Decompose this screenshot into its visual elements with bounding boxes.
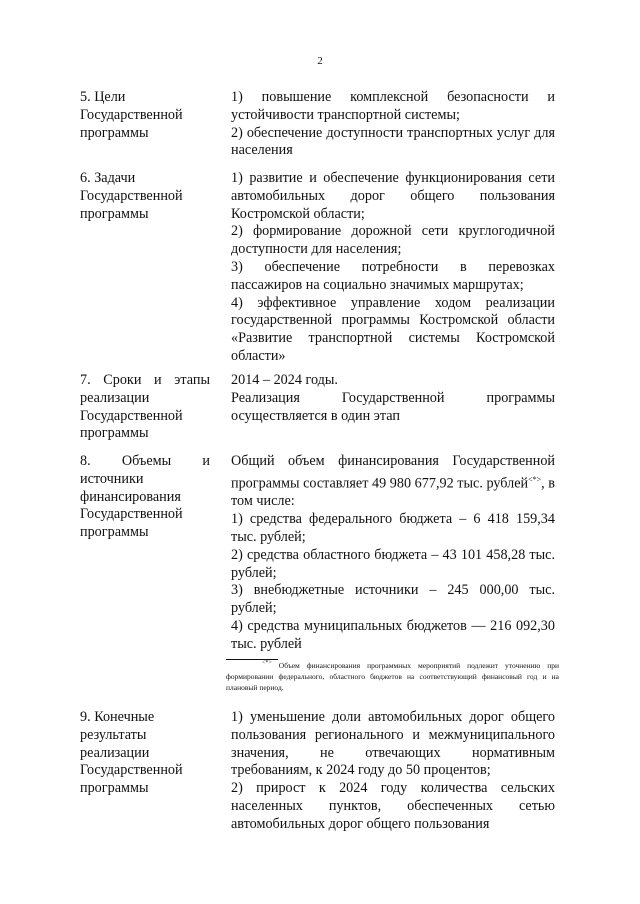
label-line: 7. Сроки и этапы: [80, 372, 210, 388]
list-item: 1) средства федерального бюджета – 6 418 159,34 тыс. рублей;: [231, 511, 555, 545]
label-line: источники: [80, 470, 144, 487]
row-value: [231, 372, 555, 425]
list-item: 1) уменьшение доли автомобильных дорог общего пользования регионального и межмуниципального значения, не отвечающих нормативным требованиям, к 2024 году до 50 процентов;: [231, 709, 555, 779]
list-item: 1) повышение комплексной безопасности и устойчивости транспортной системы;: [231, 89, 555, 123]
list-item: 3) обеспечение потребности в перевозках пассажиров на социально значимых маршрутах;: [231, 258, 555, 293]
row-value: [231, 89, 555, 160]
row-label: [80, 89, 210, 142]
label-line: 9. Конечные: [80, 709, 155, 725]
row-label: [80, 709, 210, 798]
label-line: реализации: [80, 389, 150, 406]
label-line: программы: [80, 205, 149, 222]
list-item: 2) прирост к 2024 году количества сельских населенных пунктов, обеспеченных сетью автомобильных дорог общего пользования: [231, 780, 555, 832]
label-line: реализации: [80, 744, 150, 761]
row-value: [231, 453, 555, 654]
list-item: 2014 – 2024 годы.: [231, 372, 338, 388]
label-line: 8. Объемы и: [80, 453, 210, 469]
row-label: [80, 170, 210, 223]
label-line: 6. Задачи: [80, 170, 136, 186]
footnote: [226, 658, 559, 693]
row-label: [80, 372, 210, 443]
label-line: Государственной: [80, 762, 183, 779]
financing-total: Общий объем финансирования Государственной программы составляет 49 980 677,92 тыс. рублей: [231, 453, 555, 492]
list-item: 3) внебюджетные источники – 245 000,00 тыс. рублей;: [231, 582, 555, 617]
label-line: Государственной: [80, 106, 183, 123]
list-item: Реализация Государственной программы осуществляется в один этап: [231, 389, 555, 424]
list-item: [231, 453, 555, 511]
label-line: финансирования: [80, 488, 181, 505]
row-value: [231, 170, 555, 366]
list-item: 2) средства областного бюджета – 43 101 458,28 тыс. рублей;: [231, 546, 555, 581]
label-line: результаты: [80, 726, 147, 743]
page-number: 2: [317, 55, 323, 67]
list-item: 2) формирование дорожной сети круглогодичной доступности для населения;: [231, 223, 555, 258]
footnote-mark: <*>: [262, 660, 272, 666]
row-label: [80, 453, 210, 542]
list-item: 2) обеспечение доступности транспортных услуг для населения: [231, 124, 555, 159]
financing-total-tail: , в том числе:: [231, 475, 556, 510]
label-line: 5. Цели: [80, 89, 126, 105]
label-line: Государственной: [80, 506, 183, 523]
row-value: [231, 709, 555, 834]
label-line: программы: [80, 524, 149, 541]
list-item: 1) развитие и обеспечение функционирования сети автомобильных дорог общего пользования Костромской области;: [231, 170, 555, 222]
list-item: 4) средства муниципальных бюджетов — 216 092,30 тыс. рублей: [231, 617, 555, 652]
footnote-mark: <*>: [528, 474, 542, 484]
list-item: 4) эффективное управление ходом реализации государственной программы Костромской области «Развитие транспортной системы Костромской области»: [231, 294, 555, 364]
label-line: Государственной: [80, 407, 183, 424]
label-line: программы: [80, 124, 149, 141]
label-line: Государственной: [80, 187, 183, 204]
label-line: программы: [80, 425, 149, 442]
footnote-text: Объем финансирования программных мероприятий подлежит уточнению при формировании федерального, областного бюджетов на соответствующий финансовый год и на плановый период.: [226, 661, 560, 692]
label-line: программы: [80, 780, 149, 797]
